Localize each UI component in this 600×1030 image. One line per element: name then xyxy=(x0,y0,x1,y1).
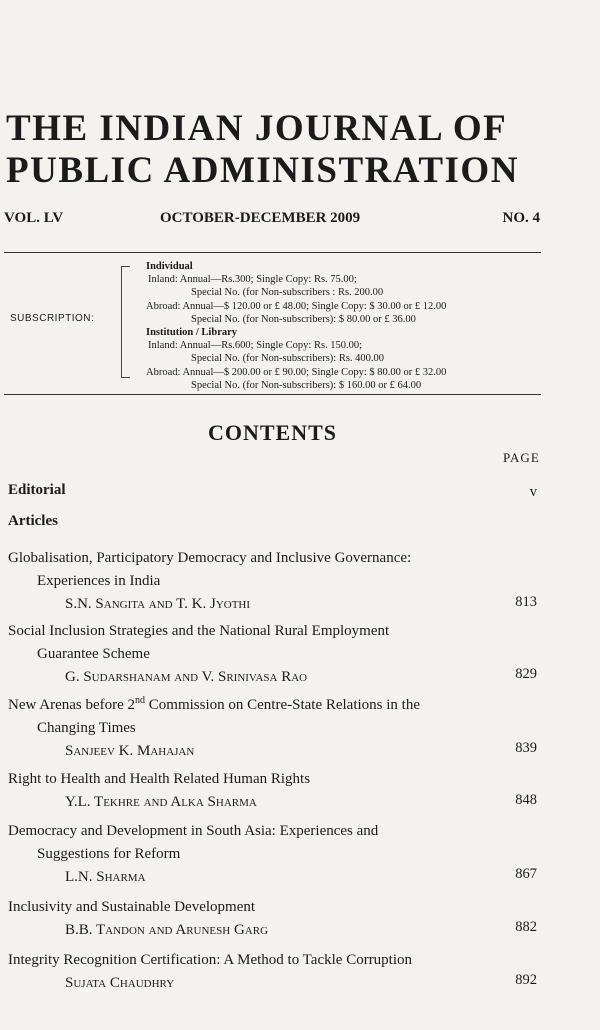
article-title: Right to Health and Health Related Human Rights xyxy=(8,771,311,787)
article-page: 867 xyxy=(515,866,537,882)
subscription-details xyxy=(146,260,546,392)
articles-label: Articles xyxy=(8,513,58,529)
article-authors: G. Sudarshanam and V. Srinivasa Rao xyxy=(65,669,308,685)
issue-date: OCTOBER-DECEMBER 2009 xyxy=(160,210,361,226)
article-entry xyxy=(8,820,538,889)
article-title-cont: Suggestions for Reform xyxy=(37,846,181,862)
article-page: 892 xyxy=(515,972,537,988)
contents-heading: CONTENTS xyxy=(207,420,338,445)
article-page: 813 xyxy=(515,594,537,610)
article-title: Social Inclusion Strategies and the National Rural Employment xyxy=(8,623,390,639)
article-entry xyxy=(8,896,538,942)
page-column-heading: PAGE xyxy=(503,450,540,465)
journal-title xyxy=(6,108,596,192)
issue-number: NO. 4 xyxy=(502,210,540,226)
article-title-sup: nd xyxy=(135,695,146,706)
article-title-cont: Guarantee Scheme xyxy=(37,646,150,662)
article-page: 848 xyxy=(515,792,537,808)
individual-inland-special: Special No. (for Non-subscribers : Rs. 200.00 xyxy=(191,287,384,299)
institution-abroad-special: Special No. (for Non-subscribers): $ 160.00 or £ 64.00 xyxy=(191,379,422,391)
journal-title-line-1: THE INDIAN JOURNAL OF xyxy=(6,108,508,149)
individual-abroad: Abroad: Annual—$ 120.00 or £ 48.00; Single Copy: $ 30.00 or £ 12.00 xyxy=(146,300,447,312)
article-title: Integrity Recognition Certification: A Method to Tackle Corruption xyxy=(8,952,413,968)
article-title-cont: Experiences in India xyxy=(37,573,161,589)
article-entry xyxy=(8,620,538,689)
article-entry xyxy=(8,694,538,763)
institution-abroad: Abroad: Annual—$ 200.00 or £ 90.00; Single Copy: $ 80.00 or £ 32.00 xyxy=(146,366,447,378)
article-authors: Sanjeev K. Mahajan xyxy=(65,743,195,759)
article-title-cont: Changing Times xyxy=(37,720,136,736)
individual-heading: Individual xyxy=(146,261,193,272)
article-authors: L.N. Sharma xyxy=(65,869,146,885)
article-title-part: Commission on Centre-State Relations in the xyxy=(145,697,421,713)
article-title: Inclusivity and Sustainable Development xyxy=(8,899,256,915)
article-page: 839 xyxy=(515,740,537,756)
article-title-part: New Arenas before 2 xyxy=(8,697,136,713)
editorial-page: v xyxy=(529,484,537,500)
article-page: 829 xyxy=(515,666,537,682)
individual-abroad-special: Special No. (for Non-subscribers): $ 80.00 or £ 36.00 xyxy=(191,313,416,325)
article-authors: Sujata Chaudhry xyxy=(65,975,175,991)
article-entry xyxy=(8,768,538,814)
bottom-rule xyxy=(4,394,541,395)
journal-title-line-2: PUBLIC ADMINISTRATION xyxy=(6,150,519,191)
article-entry xyxy=(8,547,538,616)
institution-heading: Institution / Library xyxy=(146,327,238,339)
article-page: 882 xyxy=(515,919,537,935)
article-entry xyxy=(8,949,538,995)
institution-inland-special: Special No. (for Non-subscribers): Rs. 400.00 xyxy=(191,353,385,365)
editorial-label: Editorial xyxy=(8,482,66,498)
subscription-label: SUBSCRIPTION: xyxy=(10,313,95,324)
article-authors: Y.L. Tekhre and Alka Sharma xyxy=(65,794,257,810)
article-authors: B.B. Tandon and Arunesh Garg xyxy=(65,922,269,938)
institution-inland: Inland: Annual—Rs.600; Single Copy: Rs. 150.00; xyxy=(148,340,363,352)
subscription-bracket xyxy=(121,266,130,378)
article-title: Democracy and Development in South Asia: Experiences and xyxy=(8,823,379,839)
volume: VOL. LV xyxy=(4,210,64,226)
article-title: Globalisation, Participatory Democracy and Inclusive Governance: xyxy=(8,550,412,566)
article-authors: S.N. Sangita and T. K. Jyothi xyxy=(65,596,251,612)
individual-inland: Inland: Annual—Rs.300; Single Copy: Rs. 75.00; xyxy=(148,274,357,286)
top-rule xyxy=(4,252,541,253)
article-title xyxy=(8,694,538,717)
